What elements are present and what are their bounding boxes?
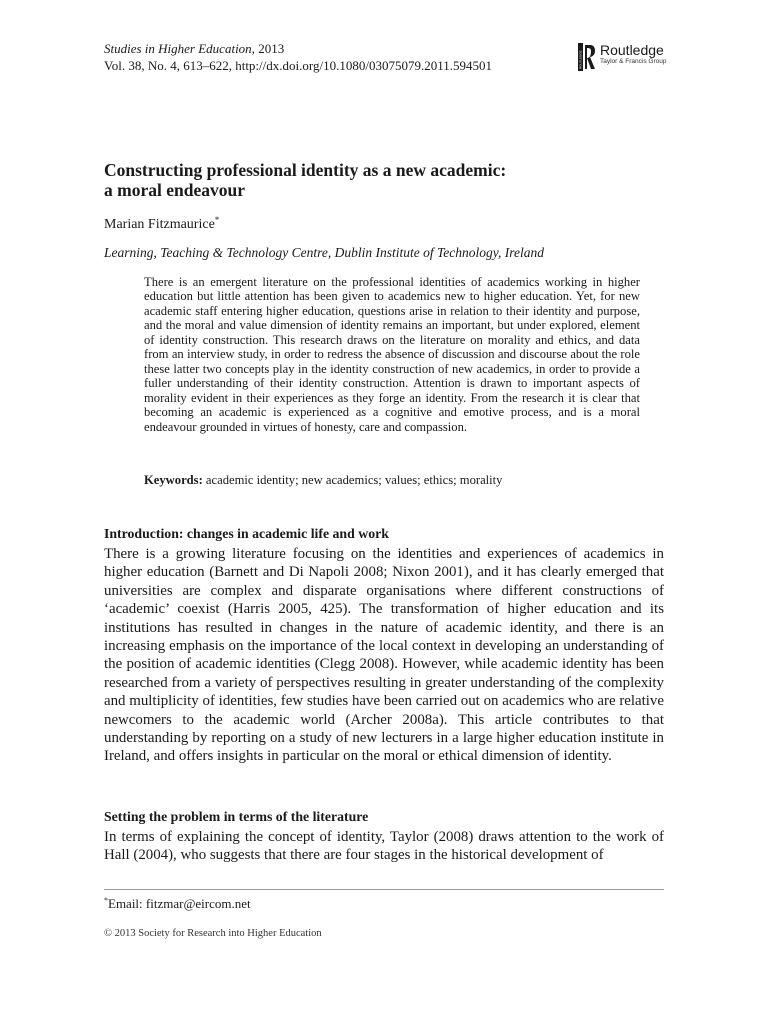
routledge-logo-icon — [578, 43, 596, 71]
keywords-label: Keywords: — [144, 473, 203, 487]
publisher-logo — [578, 42, 688, 72]
title-line-2: a moral endeavour — [104, 180, 245, 200]
article-title — [104, 160, 684, 200]
author-footnote-mark: * — [214, 215, 220, 225]
publisher-name: Routledge — [600, 42, 664, 58]
keywords-list: academic identity; new academics; values; ethics; morality — [205, 473, 503, 487]
publisher-group: Taylor & Francis Group — [600, 58, 667, 65]
copyright-text: 2013 Society for Research into Higher Education — [114, 928, 322, 939]
section-heading-introduction: Introduction: changes in academic life and work — [104, 526, 389, 541]
author-name: Marian Fitzmaurice — [104, 217, 215, 232]
footnote-email: Email: fitzmar@eircom.net — [108, 896, 251, 911]
footnote-mark: * — [104, 896, 108, 905]
keywords — [144, 473, 664, 488]
journal-year: , 2013 — [251, 41, 285, 56]
copyright — [104, 927, 322, 941]
journal-citation: Vol. 38, No. 4, 613–622, http://dx.doi.org/10.1080/03075079.2011.594501 — [104, 58, 492, 73]
section-heading-literature: Setting the problem in terms of the literature — [104, 809, 369, 824]
footnote — [104, 893, 251, 912]
journal-title-line — [104, 40, 544, 57]
footnote-divider — [104, 889, 664, 890]
logo-mark-text: ROUTLEDGE — [578, 50, 583, 69]
section-text-literature: In terms of explaining the concept of identity, Taylor (2008) draws attention to the work of Hall (2004), who suggests that there are four stages in the historical development of — [104, 829, 664, 864]
journal-name: Studies in Higher Education — [104, 41, 252, 56]
abstract: There is an emergent literature on the professional identities of academics working in higher education but little attention has been given to academics new to higher education. Yet, for new academic staff entering higher education, questions arise in relation to their identity and purpose, and the moral and value dimension of identity remains an important, but under explored, element of identity construction. This research draws on the literature on morality and ethics, and data from an interview study, in order to redress the absence of discussion and discourse about the role these latter two concepts play in the identity construction of new academics, in order to provide a fuller understanding of their identity construction. Attention is drawn to important aspects of morality evident in their experiences as they forge an identity. From the research it is clear that becoming an academic is experienced as a cognitive and emotive process, and is a moral endeavour grounded in virtues of honesty, care and compassion. — [144, 275, 640, 434]
journal-header — [104, 40, 544, 74]
title-line-1: Constructing professional identity as a new academic: — [104, 160, 507, 180]
copyright-icon: © — [104, 928, 112, 939]
section-text-introduction: There is a growing literature focusing on the identities and experiences of academics in higher education (Barnett and Di Napoli 2008; Nixon 2001), and it has clearly emerged that universities are complex and disparate organisations where different constructions of ‘academic’ coexist (Harris 2005, 425). The transformation of higher education and its institutions has resulted in changes in the nature of academic identity, and there is an increasing emphasis on the importance of the local context in developing an understanding of the position of academic identities (Clegg 2008). However, while academic identity has been researched from a variety of perspectives resulting in greater understanding of the complexity and multiplicity of identities, few studies have been carried out on academics who are relative newcomers to the academic world (Archer 2008a). This article contributes to that understanding by reporting on a study of new lecturers in a large higher education institute in Ireland, and offers insights in particular on the moral or ethical dimension of identity. — [104, 546, 664, 765]
affiliation: Learning, Teaching & Technology Centre, Dublin Institute of Technology, Ireland — [104, 245, 544, 260]
author — [104, 211, 219, 234]
